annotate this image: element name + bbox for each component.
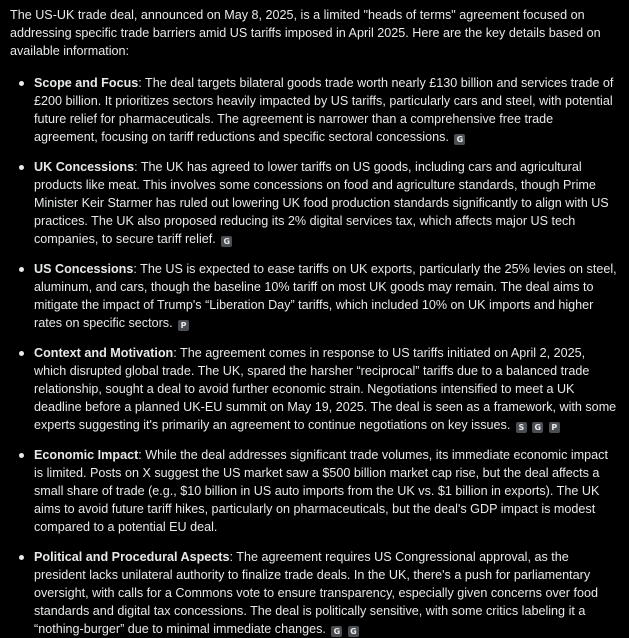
list-item <box>10 548 620 638</box>
source-citation-icon[interactable]: S <box>516 422 527 433</box>
point-text: : The US is expected to ease tariffs on UK exports, particularly the 25% levies on steel, aluminum, and cars, though the baseline 10% tariff on most UK goods may remain. The deal aims to mitigate the impact of Trump's “Liberation Day” tariffs, which included 10% on UK imports and higher rates on specific sectors. <box>34 262 617 330</box>
bullet-icon <box>19 267 24 272</box>
point-text: : The deal targets bilateral goods trade worth nearly £130 billion and services trade of £200 billion. It prioritizes sectors heavily impacted by US tariffs, particularly cars and steel, with potential future relief for pharmaceuticals. The agreement is narrower than a comprehensive free trade agreement, focusing on tariff reductions and specific sectoral concessions. <box>34 76 614 144</box>
bullet-icon <box>19 555 24 560</box>
point-title: Context and Motivation <box>34 346 174 360</box>
bullet-icon <box>19 81 24 86</box>
list-item <box>10 446 620 536</box>
list-item <box>10 158 620 248</box>
source-citation-icon[interactable]: G <box>221 236 232 247</box>
bullet-icon <box>19 165 24 170</box>
point-title: Political and Procedural Aspects <box>34 550 230 564</box>
point-title: US Concessions <box>34 262 134 276</box>
source-citation-icon[interactable]: G <box>348 626 359 637</box>
list-item <box>10 74 620 146</box>
point-text: : While the deal addresses significant trade volumes, its immediate economic impact is limited. Posts on X suggest the US market saw a $500 billion market cap rise, but the deal affects a small share of trade (e.g., $10 billion in US auto imports from the UK vs. $1 billion in exports). The UK aims to avoid future tariff hikes, particularly on pharmaceuticals, but the deal's GDP impact is modest compared to a potential EU deal. <box>34 448 608 534</box>
source-citation-icon[interactable]: G <box>331 626 342 637</box>
point-text: : The UK has agreed to lower tariffs on US goods, including cars and agricultural products like meat. This involves some concessions on food and agriculture standards, though Prime Minister Keir Starmer has ruled out lowering UK food production standards significantly to align with US practices. The UK also proposed reducing its 2% digital services tax, which affects major US tech companies, to secure tariff relief. <box>34 160 609 246</box>
point-title: UK Concessions <box>34 160 135 174</box>
source-citation-icon[interactable]: P <box>178 320 189 331</box>
key-details-list <box>10 74 620 638</box>
point-text: : The agreement comes in response to US tariffs initiated on April 2, 2025, which disrupted global trade. The UK, spared the harsher “reciprocal” tariffs due to a balanced trade relationship, sought a deal to avoid further economic strain. Negotiations intensified to meet a UK deadline before a planned UK-EU summit on May 19, 2025. The deal is seen as a framework, with some experts suggesting it's primarily an agreement to continue negotiations on key issues. <box>34 346 617 432</box>
list-item <box>10 344 620 434</box>
source-citation-icon[interactable]: G <box>454 134 465 145</box>
list-item <box>10 260 620 332</box>
bullet-icon <box>19 453 24 458</box>
point-text: : The agreement requires US Congressional approval, as the president lacks unilateral authority to finalize trade deals. In the UK, there's a push for parliamentary oversight, with calls for a Commons vote to ensure transparency, especially given concerns over food standards and digital tax concessions. The deal is politically sensitive, with some critics labeling it a “nothing-burger” due to minimal immediate changes. <box>34 550 598 636</box>
intro-paragraph: The US-UK trade deal, announced on May 8, 2025, is a limited "heads of terms" agreement focused on addressing specific trade barriers amid US tariffs imposed in April 2025. Here are the key details based on available information: <box>10 8 601 58</box>
source-citation-icon[interactable]: P <box>549 422 560 433</box>
point-title: Scope and Focus <box>34 76 139 90</box>
source-citation-icon[interactable]: G <box>532 422 543 433</box>
point-title: Economic Impact <box>34 448 139 462</box>
bullet-icon <box>19 351 24 356</box>
